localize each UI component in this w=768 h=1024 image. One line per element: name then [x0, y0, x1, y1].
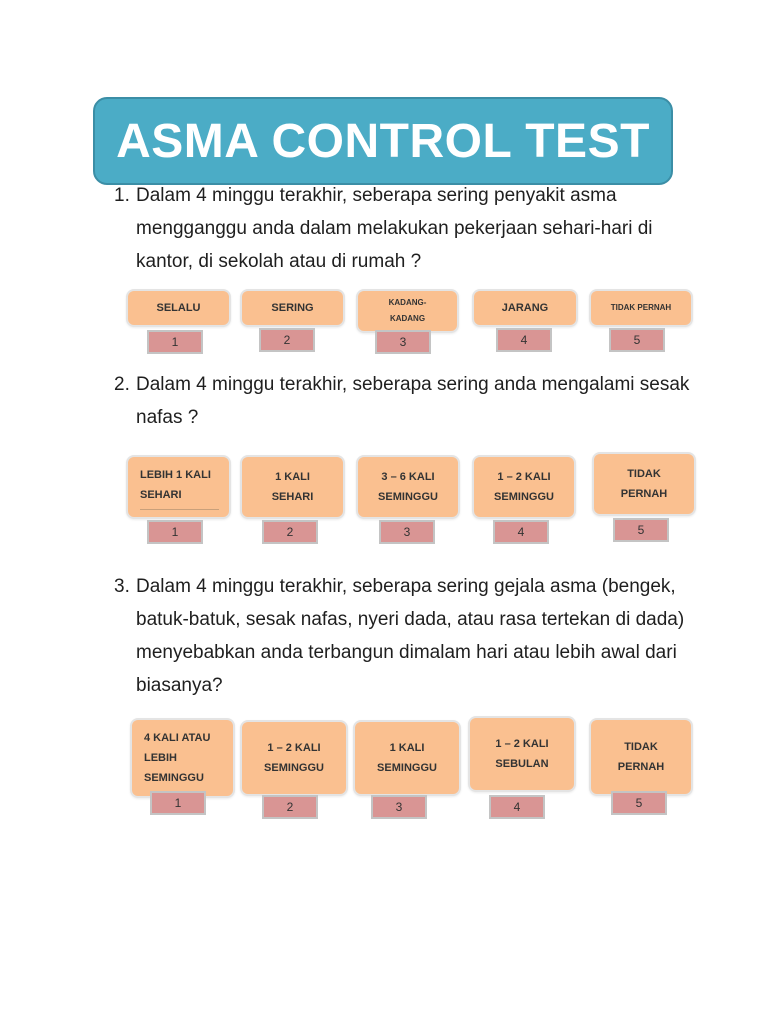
q2-option-5[interactable] — [592, 452, 696, 516]
question-1 — [114, 179, 714, 278]
q1-score-5[interactable]: 5 — [609, 328, 665, 352]
option-label: KADANG-KADANG — [388, 298, 427, 323]
q1-option-1[interactable] — [126, 289, 231, 327]
q1-score-1[interactable]: 1 — [147, 330, 203, 354]
option-label: 1 – 2 KALI SEMINGGU — [494, 471, 554, 503]
title-banner — [93, 97, 673, 185]
question-number: 1. — [114, 185, 130, 206]
option-label: 4 KALI ATAU LEBIH SEMINGGU — [144, 732, 211, 784]
q3-score-2[interactable]: 2 — [262, 795, 318, 819]
q3-score-4[interactable]: 4 — [489, 795, 545, 819]
q1-option-5[interactable] — [589, 289, 693, 327]
q2-score-4[interactable]: 4 — [493, 520, 549, 544]
option-label: 3 – 6 KALI SEMINGGU — [378, 471, 438, 503]
question-2 — [114, 368, 714, 434]
q2-option-1[interactable] — [126, 455, 231, 519]
option-label: 1 KALI SEHARI — [271, 471, 314, 503]
q3-option-5[interactable] — [589, 718, 693, 796]
q2-score-2[interactable]: 2 — [262, 520, 318, 544]
page-title: ASMA CONTROL TEST — [116, 114, 650, 168]
question-number: 3. — [114, 576, 130, 597]
q1-option-3[interactable] — [356, 289, 459, 333]
option-label: TIDAK PERNAH — [610, 303, 672, 312]
q2-option-3[interactable] — [356, 455, 460, 519]
q2-score-5[interactable]: 5 — [613, 518, 669, 542]
q1-score-4[interactable]: 4 — [496, 328, 552, 352]
q3-score-1[interactable]: 1 — [150, 791, 206, 815]
q1-option-4[interactable] — [472, 289, 578, 327]
option-label: TIDAK PERNAH — [620, 468, 668, 500]
q3-option-2[interactable] — [240, 720, 348, 796]
question-number: 2. — [114, 374, 130, 395]
q3-option-4[interactable] — [468, 716, 576, 792]
q1-score-3[interactable]: 3 — [375, 330, 431, 354]
option-label: 1 – 2 KALI SEBULAN — [495, 738, 549, 770]
q2-score-1[interactable]: 1 — [147, 520, 203, 544]
option-label: 1 KALI SEMINGGU — [377, 742, 437, 774]
question-text: Dalam 4 minggu terakhir, seberapa sering gejala asma (bengek, batuk-batuk, sesak nafas, nyeri dada, atau rasa tertekan di dada) menyebabkan anda terbangun dimalam hari atau lebih awal dari biasanya? — [136, 576, 685, 696]
option-label: TIDAK PERNAH — [617, 741, 665, 773]
question-3 — [114, 570, 714, 702]
option-label: 1 – 2 KALI SEMINGGU — [264, 742, 324, 774]
q1-score-2[interactable]: 2 — [259, 328, 315, 352]
q2-score-3[interactable]: 3 — [379, 520, 435, 544]
q2-option-4[interactable] — [472, 455, 576, 519]
question-text: Dalam 4 minggu terakhir, seberapa sering penyakit asma mengganggu anda dalam melakukan pekerjaan sehari-hari di kantor, di sekolah atau di rumah ? — [136, 185, 653, 272]
q1-option-2[interactable] — [240, 289, 345, 327]
q3-option-1[interactable] — [130, 718, 235, 798]
question-text: Dalam 4 minggu terakhir, seberapa sering anda mengalami sesak nafas ? — [136, 374, 690, 428]
q3-option-3[interactable] — [353, 720, 461, 796]
option-label: JARANG — [501, 302, 549, 314]
option-label: LEBIH 1 KALI SEHARI — [140, 465, 219, 510]
q3-score-5[interactable]: 5 — [611, 791, 667, 815]
option-label: SELALU — [156, 302, 201, 314]
option-label: SERING — [271, 302, 314, 314]
q3-score-3[interactable]: 3 — [371, 795, 427, 819]
q2-option-2[interactable] — [240, 455, 345, 519]
